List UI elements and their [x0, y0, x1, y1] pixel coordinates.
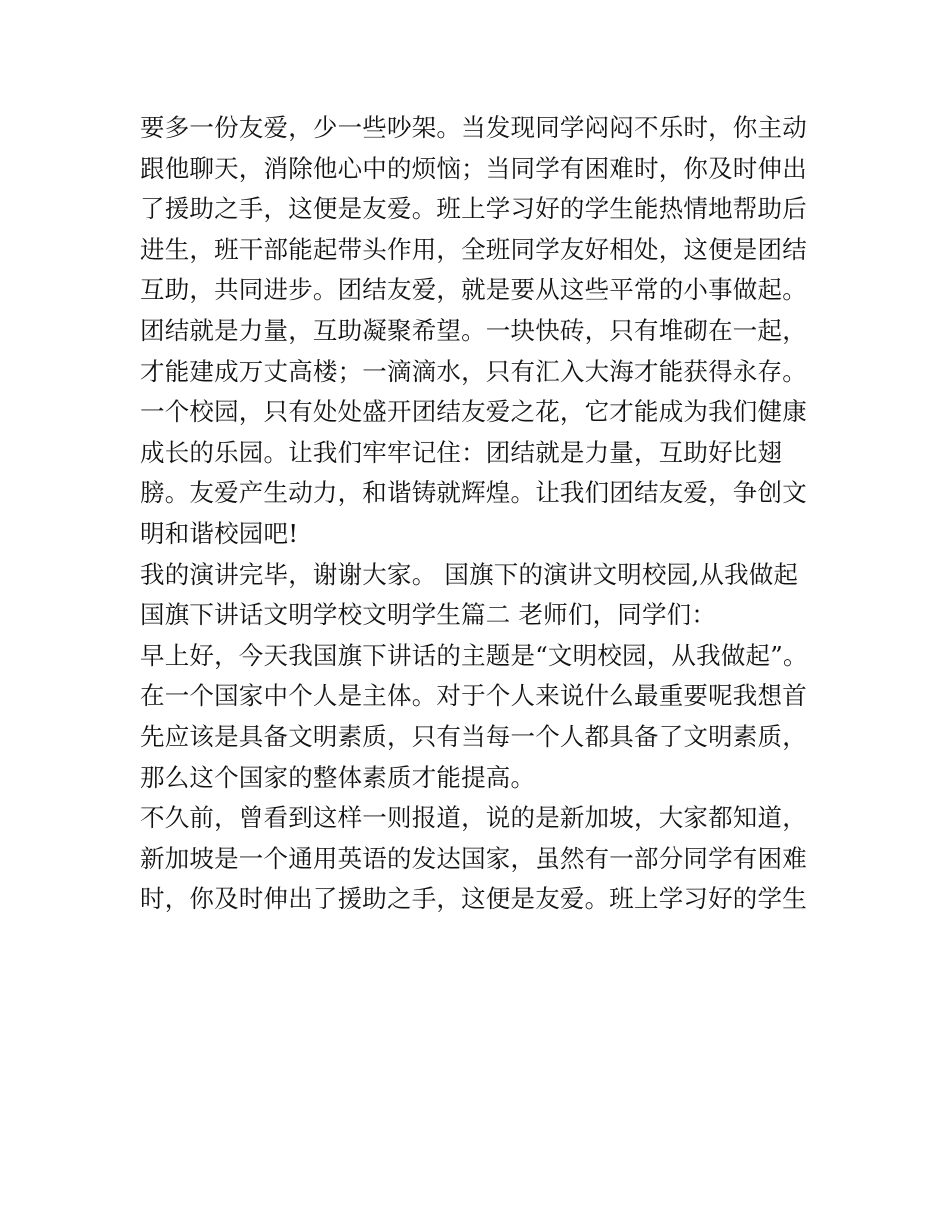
text-line-2: 跟他聊天，消除他心中的烦恼；当同学有困难时，你及时伸出 — [140, 153, 807, 183]
text-line-14: 早上好，今天我国旗下讲话的主题是“文明校园，从我做起”。 — [140, 640, 808, 670]
text-line-18: 不久前，曾看到这样一则报道，说的是新加坡，大家都知道， — [140, 803, 807, 833]
text-line-3: 了援助之手，这便是友爱。班上学习好的学生能热情地帮助后 — [140, 194, 807, 224]
text-line-10: 膀。友爱产生动力，和谐铸就辉煌。让我们团结友爱，争创文 — [140, 478, 807, 508]
text-line-7: 才能建成万丈高楼；一滴滴水，只有汇入大海才能获得永存。 — [140, 356, 807, 386]
text-line-11: 明和谐校园吧! — [140, 518, 299, 548]
text-line-5: 互助，共同进步。团结友爱，就是要从这些平常的小事做起。 — [140, 275, 807, 305]
text-line-15: 在一个国家中个人是主体。对于个人来说什么最重要呢我想首 — [140, 681, 807, 711]
text-line-4: 进生，班干部能起带头作用，全班同学友好相处，这便是团结 — [140, 234, 807, 264]
text-line-8: 一个校园，只有处处盛开团结友爱之花，它才能成为我们健康 — [140, 397, 807, 427]
text-line-6: 团结就是力量，互助凝聚希望。一块快砖，只有堆砌在一起， — [140, 315, 807, 345]
text-line-16: 先应该是具备文明素质，只有当每一个人都具备了文明素质， — [140, 721, 807, 751]
text-line-20: 时，你及时伸出了援助之手，这便是友爱。班上学习好的学生 — [140, 884, 807, 914]
text-line-19: 新加坡是一个通用英语的发达国家，虽然有一部分同学有困难 — [140, 843, 807, 873]
text-line-17: 那么这个国家的整体素质才能提高。 — [140, 762, 536, 792]
text-line-9: 成长的乐园。让我们牢牢记住：团结就是力量，互助好比翅 — [140, 437, 783, 467]
document-body — [140, 108, 820, 920]
text-line-13: 国旗下讲话文明学校文明学生篇二 老师们，同学们： — [140, 600, 717, 630]
text-line-12: 我的演讲完毕，谢谢大家。 国旗下的演讲文明校园,从我做起 — [140, 559, 799, 589]
text-line-1: 要多一份友爱，少一些吵架。当发现同学闷闷不乐时，你主动 — [140, 113, 807, 142]
